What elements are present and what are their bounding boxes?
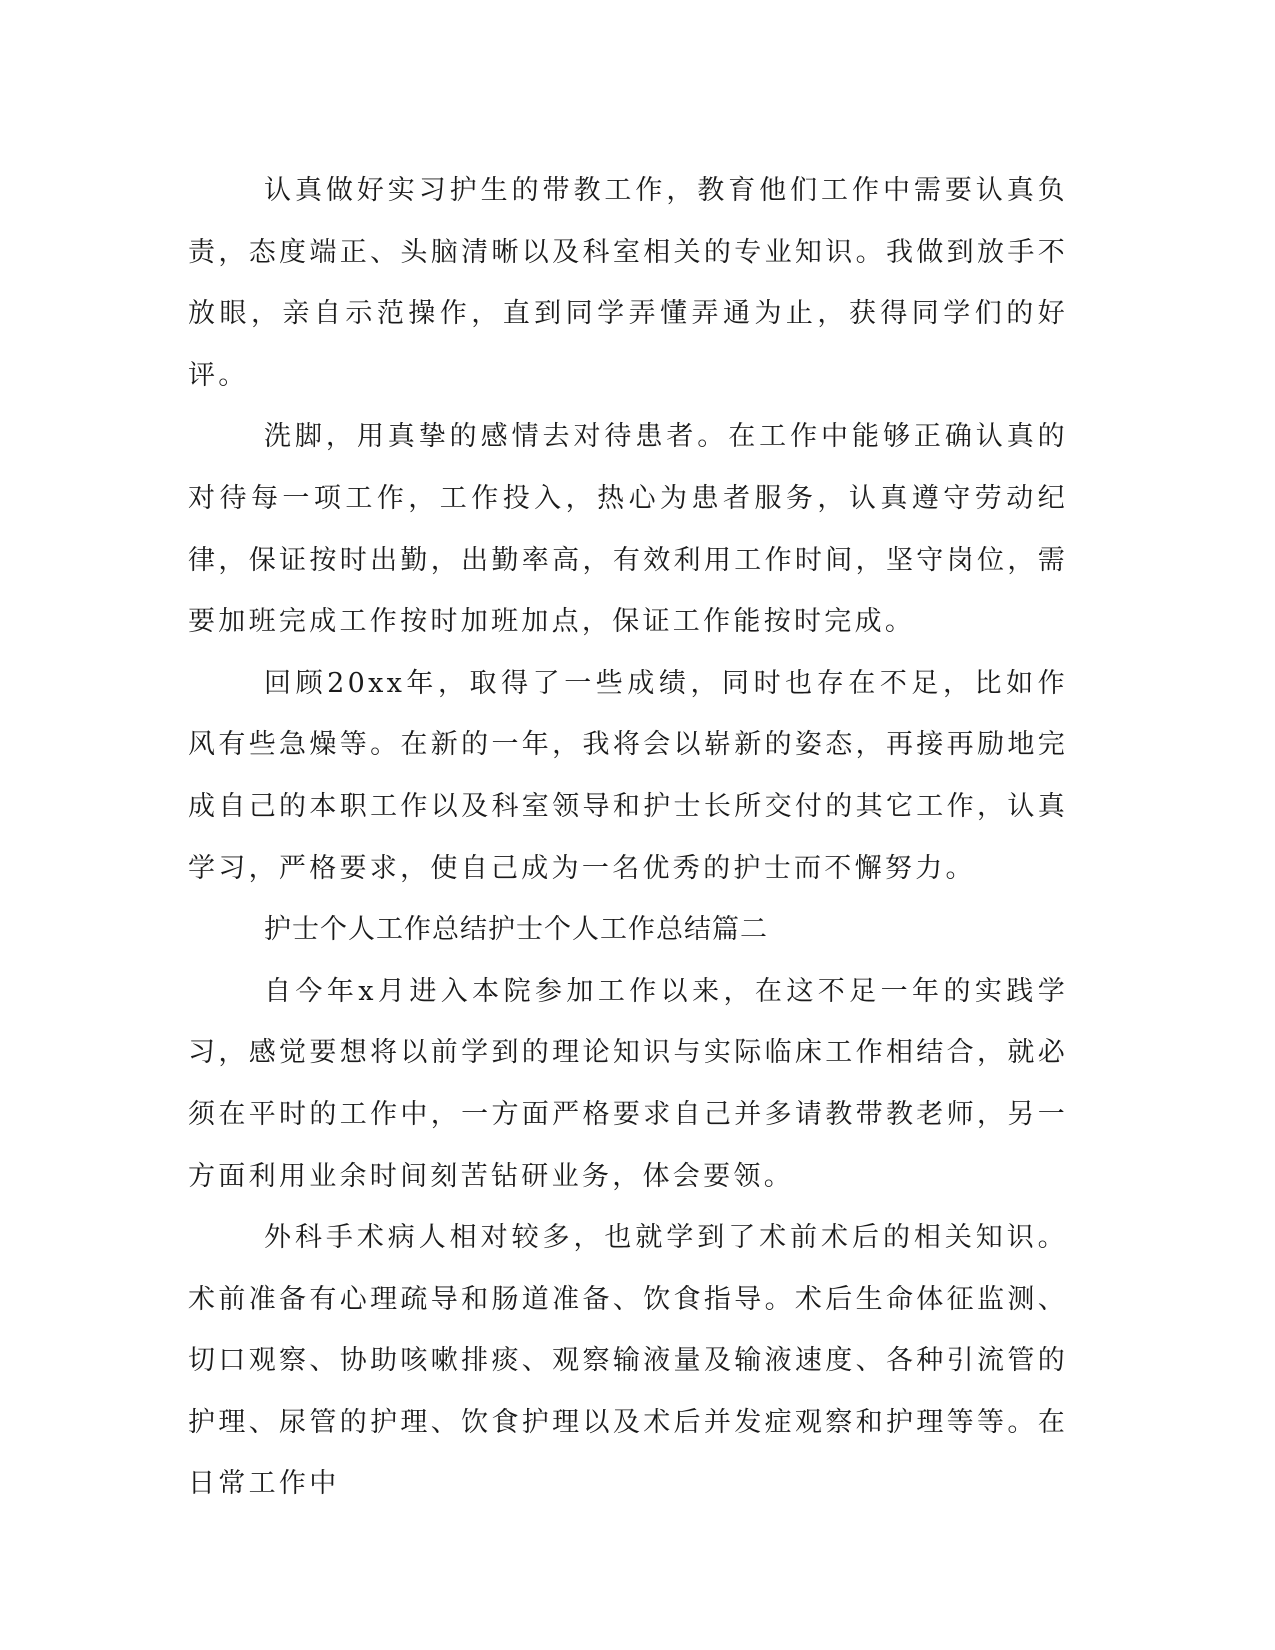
paragraph-year-review: 回顾20xx年，取得了一些成绩，同时也存在不足，比如作风有些急燥等。在新的一年，我将会以崭新的姿态，再接再励地完成自己的本职工作以及科室领导和护士长所交付的其它工作，认真学习，严格要求，使自己成为一名优秀的护士而不懈努力。: [188, 667, 1068, 884]
document-body: [188, 160, 1068, 1515]
section-heading: 护士个人工作总结护士个人工作总结篇二: [264, 914, 768, 946]
paragraph-patient-care: 洗脚，用真挚的感情去对待患者。在工作中能够正确认真的对待每一项工作，工作投入，热心为患者服务，认真遵守劳动纪律，保证按时出勤，出勤率高，有效利用工作时间，坚守岗位，需要加班完成工作按时加班加点，保证工作能按时完成。: [188, 421, 1068, 638]
paragraph-joining-hospital: 自今年x月进入本院参加工作以来，在这不足一年的实践学习，感觉要想将以前学到的理论知识与实际临床工作相结合，就必须在平时的工作中，一方面严格要求自己并多请教带教老师，另一方面利用业余时间刻苦钻研业务，体会要领。: [188, 975, 1068, 1192]
paragraph-teaching-interns: 认真做好实习护生的带教工作，教育他们工作中需要认真负责，态度端正、头脑清晰以及科室相关的专业知识。我做到放手不放眼，亲自示范操作，直到同学弄懂弄通为止，获得同学们的好评。: [188, 175, 1068, 391]
paragraph-surgical-knowledge: 外科手术病人相对较多，也就学到了术前术后的相关知识。术前准备有心理疏导和肠道准备、饮食指导。术后生命体征监测、切口观察、协助咳嗽排痰、观察输液量及输液速度、各种引流管的护理、尿管的护理、饮食护理以及术后并发症观察和护理等等。在日常工作中: [188, 1222, 1068, 1500]
